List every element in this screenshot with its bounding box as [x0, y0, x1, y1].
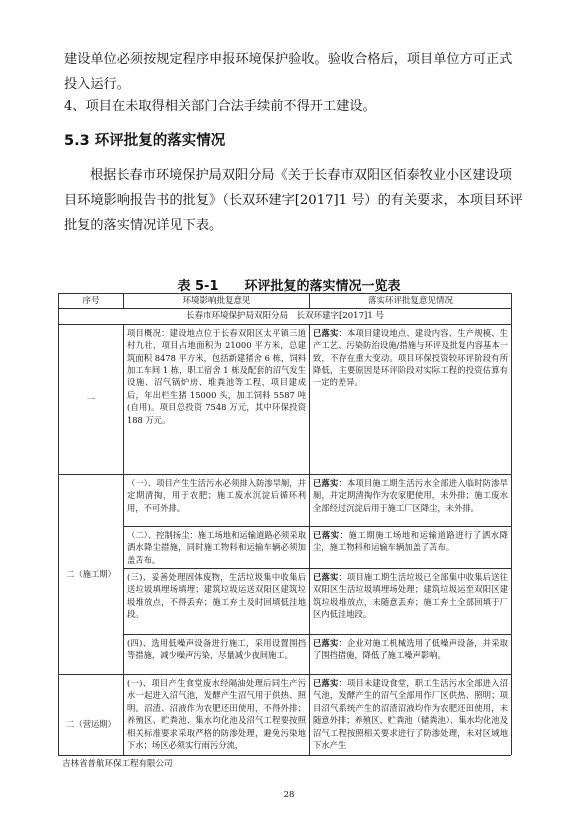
result-text: ：本项目建设地点、建设内容、生产规模、生产工艺、污染防治设施/措施与环评及批复内容基本一致，不存在重大变动。项目环保投资较环评阶段有所降低，主要原因是环评阶段对实际工程的投资估算有一定的差异。 — [313, 327, 508, 388]
row-result — [310, 474, 512, 526]
result-text: ：项目施工期生活垃圾已全部集中收集后送往双阳区生活垃圾填埋场处理；建筑垃圾运至双阳区建筑垃圾堆放点，未随意丢弃；施工弃土全部回填于厂区内低洼地段。 — [313, 572, 508, 620]
row-opinion: （二）、控制扬尘：施工场地和运输道路必须采取洒水降尘措施，同时施工物料和运输车辆必须加盖苫布。 — [124, 526, 310, 568]
footer-divider — [58, 755, 511, 756]
row-result — [310, 635, 512, 675]
paragraph-item-4: 4、项目在未取得相关部门合法手续前不得开工建设。 — [64, 99, 376, 114]
result-text: ：企业对施工机械选用了低噪声设备，并采取了围挡措施，降低了施工噪声影响。 — [313, 638, 508, 661]
table-row — [59, 324, 512, 474]
table-caption: 表 5-1 环评批复的落实情况一览表 — [177, 279, 401, 294]
status-label: 已落实 — [313, 638, 339, 649]
paragraph-intro: 根据长春市环境保护局双阳分局《关于长春市双阳区佰泰牧业小区建设项目环境影响报告书的批复》（长双环建字[2017]1 号）的有关要求，本项目环评批复的落实情况详见下表。 — [64, 168, 523, 233]
table-row — [59, 569, 512, 635]
table-subheader-row — [59, 309, 512, 324]
row-result — [310, 569, 512, 635]
row-group: 一 — [59, 324, 124, 474]
row-group: 二（营运期） — [59, 675, 124, 755]
footer-company: 吉林省普航环保工程有限公司 — [62, 759, 173, 769]
row-opinion: （一）、项目产生生活污水必须排入防渗旱厕，并定期清掏，用于农肥；施工废水沉淀后循环利用，不可外排。 — [124, 474, 310, 526]
status-label: 已落实 — [313, 327, 339, 338]
row-opinion: (四)、选用低噪声设备进行施工，采用设置围挡等措施，减少噪声污染，尽量减少夜间施工。 — [124, 635, 310, 675]
row-opinion: (一)、项目产生食堂废水经隔油处理后同生产污水一起进入沼气池，发酵产生沼气用于供热、照明。沼渣、沼液作为农肥还田使用，不得外排；养殖区、贮粪池、集水均化池及沼气工程要按照相关标准要求采取严格的防渗处理，避免污染地下水；场区必须实行雨污分流， — [124, 675, 310, 755]
header-result: 落实环评批复意见情况 — [310, 294, 512, 309]
approval-table — [58, 293, 512, 755]
page-number: 28 — [283, 790, 295, 800]
result-text: ：项目未建设食堂，职工生活污水全部进入沼气池，发酵产生的沼气全部用作厂区供热、照明；项目沼气系统产生的沼渣沼液均作为农肥还田使用，未随意外排；养殖区、贮粪池（储粪池）、集水均化池及沼气工程按照相关要求进行了防渗处理，未对区域地下水产生 — [313, 678, 508, 751]
row-group: 二（施工期） — [59, 474, 124, 674]
status-label: 已落实 — [313, 678, 339, 689]
row-result — [310, 324, 512, 474]
row-opinion: 项目概况：建设地点位于长春双阳区太平镇三道村九社，项目占地面积为 21000 平方米，总建筑面积 8478 平方米，包括新建猪舍 6 栋，饲料加工车间 1 栋，职工宿舍 1 栋及配套的沼气发生设施、沼气锅炉房、堆粪池等工程，项目建成后，年出栏生猪 15000 头，加工饲料 5587 吨(自用)。项目总投资 7548 万元，其中环保投资 188 万元。 — [124, 324, 310, 474]
result-text: ：本项目施工期生活污水全部进入临时防渗旱厕，并定期清掏作为农家肥使用，未外排；施工废水全部经过沉淀后用于施工厂区降尘，未外排。 — [313, 477, 508, 513]
table-row — [59, 526, 512, 568]
table-subheader: 长春市环境保护局双阳分局 长双环建字[2017]1 号 — [59, 309, 512, 324]
table-header-row — [59, 294, 512, 309]
status-label: 已落实 — [313, 572, 339, 583]
status-label: 已落实 — [313, 529, 340, 540]
table-row — [59, 675, 512, 755]
section-heading: 5.3 环评批复的落实情况 — [64, 133, 226, 149]
header-index: 序号 — [59, 294, 124, 309]
row-result — [310, 675, 512, 755]
row-opinion: (三)、妥善处理固体废物，生活垃圾集中收集后送垃圾填埋场填埋；建筑垃圾运送双阳区建筑垃圾堆放点，不得丢弃；施工弃土及时回填低洼地段。 — [124, 569, 310, 635]
table-row — [59, 635, 512, 675]
status-label: 已落实 — [313, 477, 339, 488]
header-opinion: 环境影响批复意见 — [124, 294, 310, 309]
row-result — [310, 526, 512, 568]
result-text: ：施工期施工场地和运输道路进行了洒水降尘，施工物料和运输车辆加盖了苫布。 — [313, 529, 508, 553]
table-row — [59, 474, 512, 526]
paragraph-acceptance: 建设单位必须按规定程序申报环境保护验收。验收合格后，项目单位方可正式投入运行。 — [64, 52, 513, 92]
